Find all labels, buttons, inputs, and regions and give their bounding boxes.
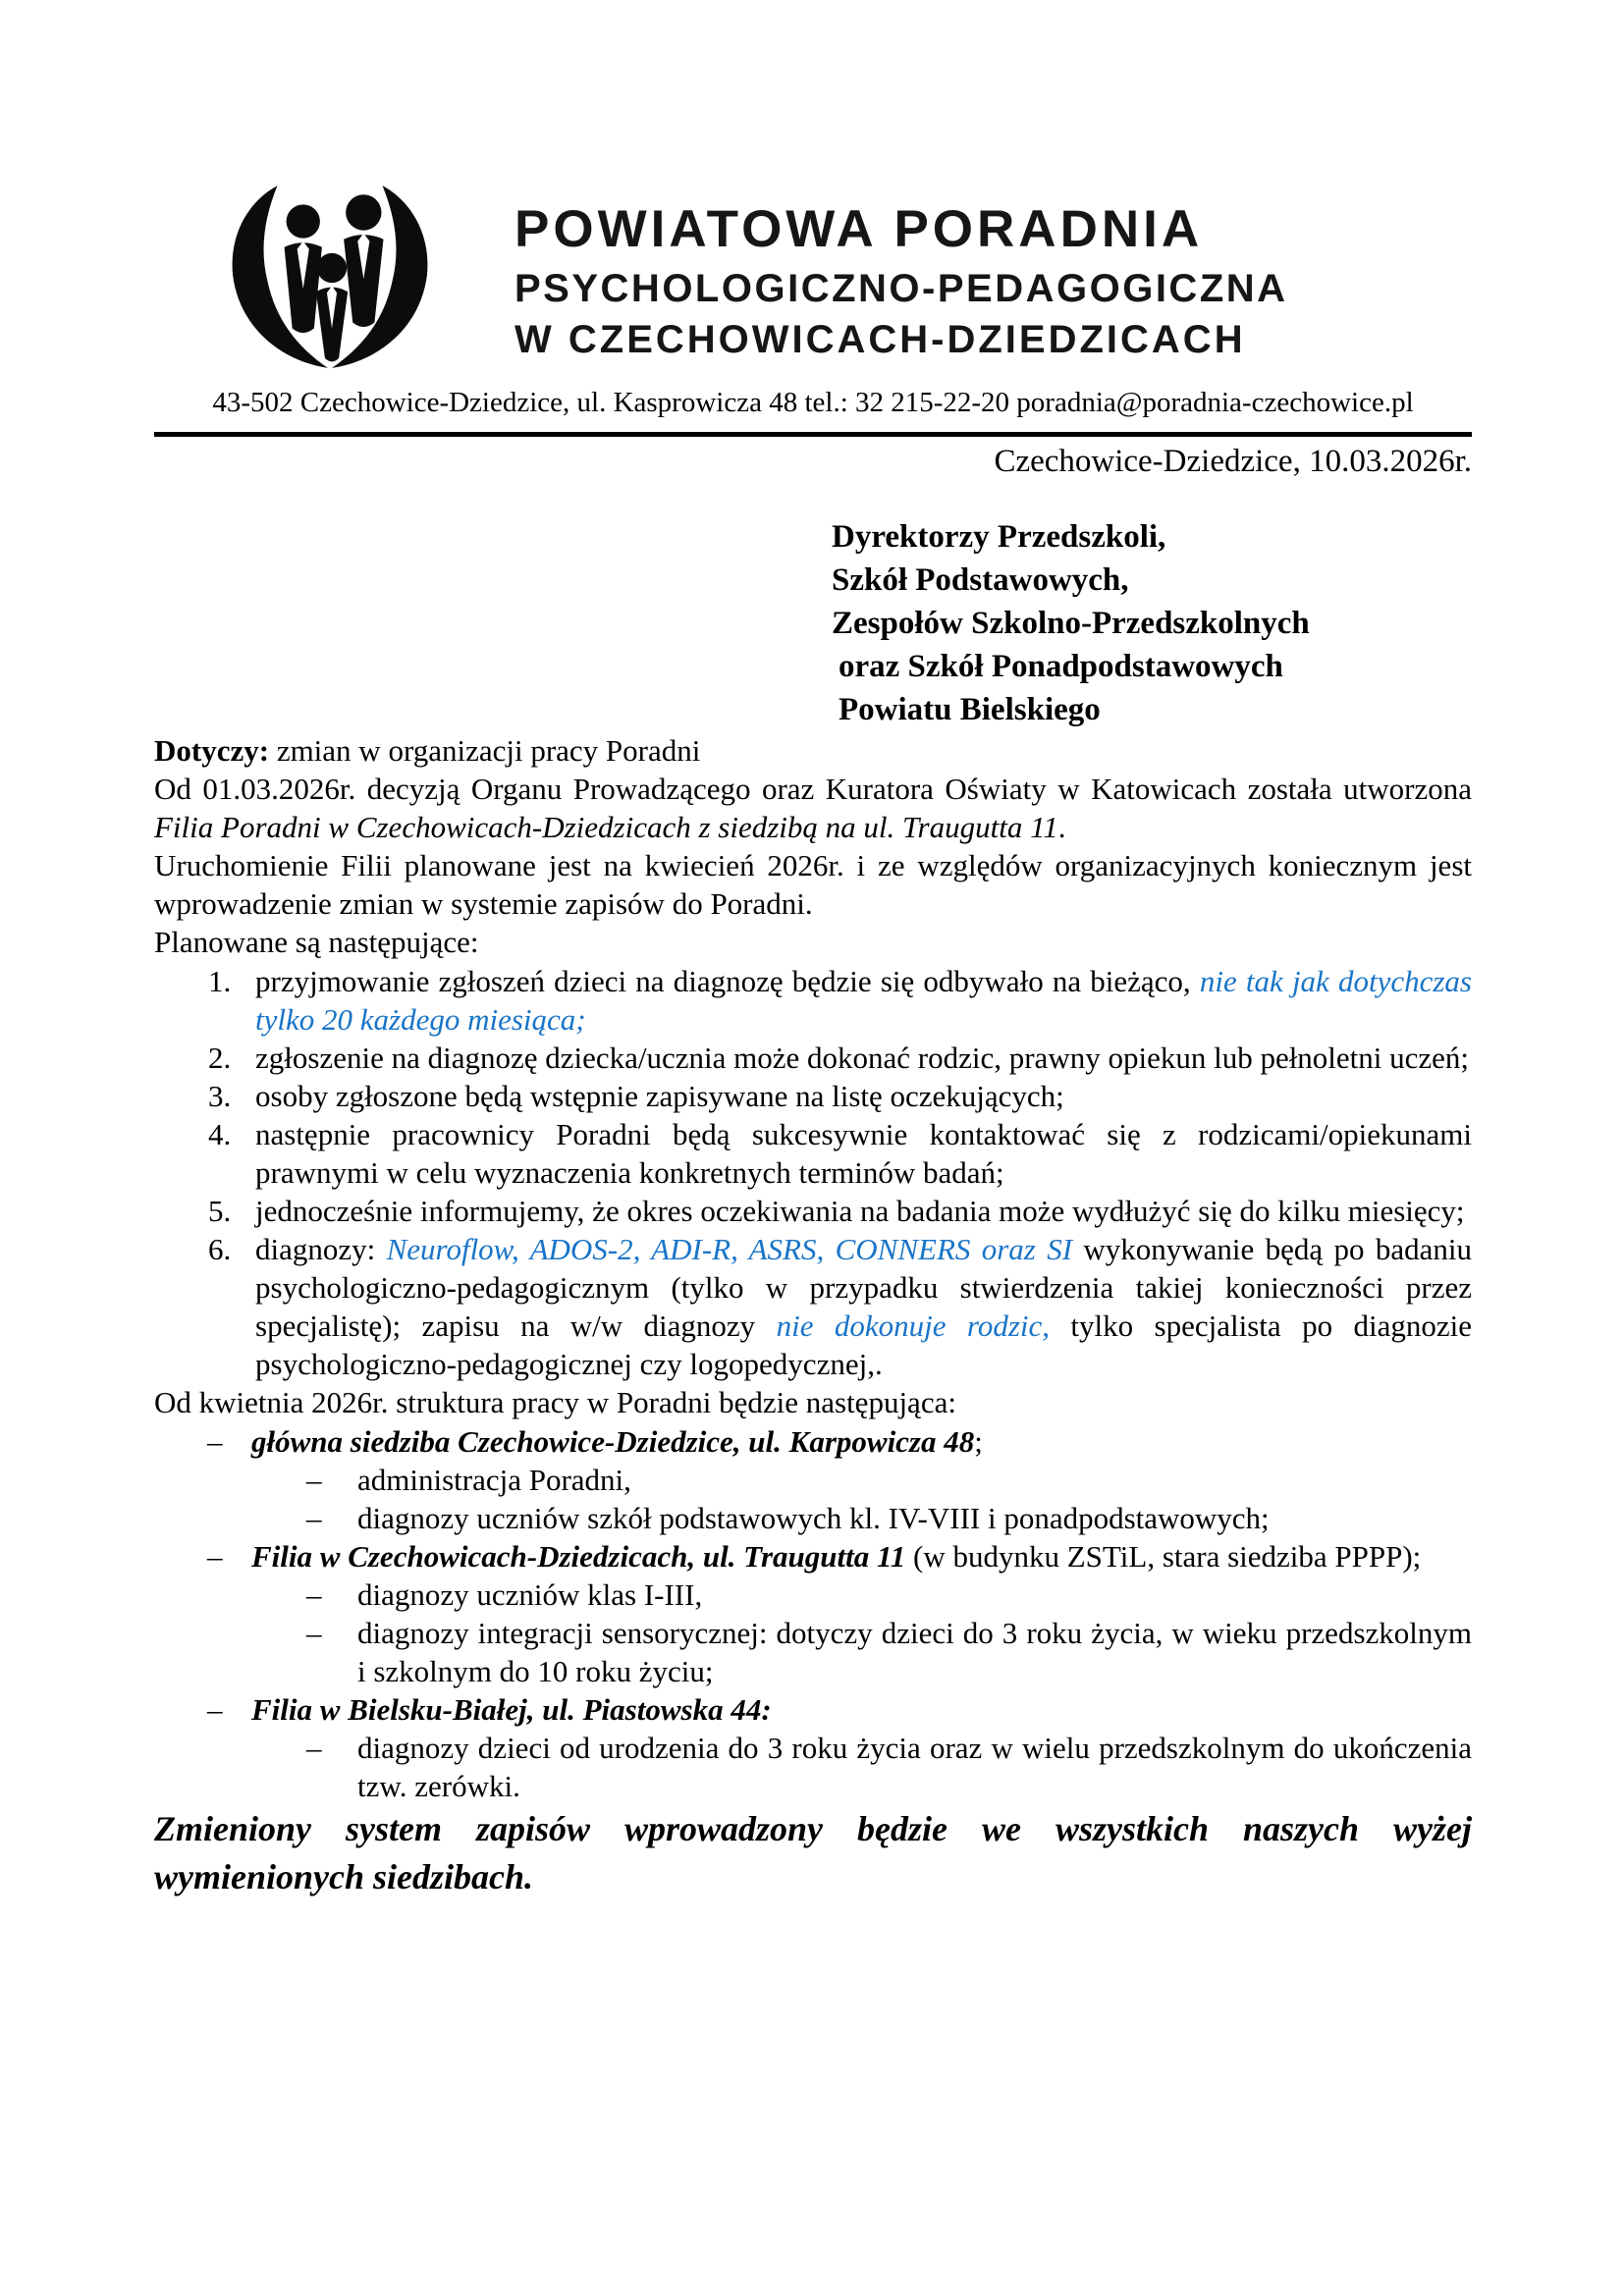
org-name-line3: W CZECHOWICACH-DZIEDZICACH <box>514 318 1246 361</box>
location-item <box>205 1690 1472 1805</box>
letter-body <box>154 731 1472 1901</box>
org-name-line1: POWIATOWA PORADNIA <box>514 200 1204 258</box>
organization-logo <box>226 172 434 370</box>
diagnoses-blue-text: Neuroflow, ADOS-2, ADI-R, ASRS, CONNERS oraz SI <box>386 1232 1073 1266</box>
letterhead <box>226 172 1472 370</box>
list-item <box>206 962 1472 1039</box>
contact-address-line: 43-502 Czechowice-Dziedzice, ul. Kasprowicza 48 tel.: 32 215-22-20 poradnia@poradnia-czechowice.pl <box>212 387 1414 418</box>
list-item-text: przyjmowanie zgłoszeń dzieci na diagnozę będzie się odbywało na bieżąco, <box>255 964 1200 998</box>
paragraph-structure-intro: Od kwietnia 2026r. struktura pracy w Poradni będzie następująca: <box>154 1385 956 1419</box>
list-item: następnie pracownicy Poradni będą sukcesywnie kontaktować się z rodzicami/opiekunami prawnymi w celu wyznaczenia konkretnych terminów badań; <box>255 1117 1472 1190</box>
location-item <box>205 1422 1472 1537</box>
header-divider <box>154 432 1472 437</box>
list-item-text: tylko specjalista po diagnozie psychologiczno-pedagogicznej czy logopedycznej,. <box>255 1308 1472 1381</box>
location-rest: (w budynku ZSTiL, stara siedziba PPPP); <box>905 1539 1422 1574</box>
recipient-line: Zespołów Szkolno-Przedszkolnych <box>832 606 1310 641</box>
paragraph-text: . <box>1057 810 1066 844</box>
list-item-text: wykonywanie będą po badaniu psychologiczno-pedagogicznym (tylko w przypadku stwierdzenia takiej konieczności przez specjalistę); zapisu na w/w diagnozy <box>255 1232 1473 1343</box>
subject-label: Dotyczy: <box>154 733 270 768</box>
list-item-text: diagnozy: <box>255 1232 387 1266</box>
recipient-block <box>832 515 1472 731</box>
sub-item: – diagnozy integracji sensorycznej: dotyczy dzieci do 3 roku życia, w wieku przedszkolnym i szkolnym do 10 roku życiu; <box>304 1614 1472 1690</box>
list-item: zgłoszenie na diagnozę dziecka/ucznia może dokonać rodzic, prawny opiekun lub pełnoletni uczeń; <box>255 1041 1470 1075</box>
sub-item: – diagnozy dzieci od urodzenia do 3 roku życia oraz w wielu przedszkolnym do ukończenia tzw. zerówki. <box>304 1729 1472 1805</box>
subject-text: zmian w organizacji pracy Poradni <box>276 733 701 768</box>
location-sublist <box>304 1461 1472 1537</box>
recipient-line: Szkół Podstawowych, <box>832 562 1129 598</box>
structure-list <box>205 1422 1472 1805</box>
sub-item: – administracja Poradni, <box>304 1461 1472 1499</box>
location-name: Filia w Czechowicach-Dziedzicach, ul. Traugutta 11 <box>251 1539 906 1574</box>
family-logo-icon <box>226 172 434 370</box>
branch-name-italic: Filia Poradni w Czechowicach-Dziedzicach z siedzibą na ul. Traugutta 11 <box>154 810 1058 844</box>
location-rest: ; <box>974 1424 983 1459</box>
paragraph-decision <box>154 770 1472 846</box>
paragraph-text: Od 01.03.2026r. decyzją Organu Prowadzącego oraz Kuratora Oświaty w Katowicach została utworzona <box>154 772 1472 806</box>
location-name: Filia w Bielsku-Białej, ul. Piastowska 44: <box>251 1692 772 1727</box>
sub-item: – diagnozy uczniów szkół podstawowych kl. IV-VIII i ponadpodstawowych; <box>304 1499 1472 1537</box>
highlight-blue-text: nie dokonuje rodzic, <box>776 1308 1050 1343</box>
highlight-blue-text: nie tak jak dotychczas tylko 20 każdego miesiąca; <box>255 964 1472 1037</box>
org-name-line2: PSYCHOLOGICZNO-PEDAGOGICZNA <box>514 267 1288 310</box>
list-item: osoby zgłoszone będą wstępnie zapisywane na listę oczekujących; <box>255 1079 1064 1113</box>
paragraph-planned-intro: Planowane są następujące: <box>154 925 479 959</box>
sub-item: – diagnozy uczniów klas I-III, <box>304 1575 1472 1614</box>
list-item <box>206 1230 1472 1383</box>
place-date-line: Czechowice-Dziedzice, 10.03.2026r. <box>994 444 1472 479</box>
location-name: główna siedziba Czechowice-Dziedzice, ul. Karpowicza 48 <box>251 1424 975 1459</box>
organization-name <box>514 172 1288 359</box>
location-sublist <box>304 1729 1472 1805</box>
subject-line <box>154 731 1472 770</box>
recipient-line: Dyrektorzy Przedszkoli, <box>832 519 1166 555</box>
recipient-line: oraz Szkół Ponadpodstawowych <box>839 649 1283 684</box>
recipient-line: Powiatu Bielskiego <box>839 692 1101 727</box>
closing-statement: Zmieniony system zapisów wprowadzony będzie we wszystkich naszych wyżej wymienionych siedzibach. <box>154 1809 1472 1896</box>
planned-changes-list <box>206 962 1472 1383</box>
list-item: jednocześnie informujemy, że okres oczekiwania na badania może wydłużyć się do kilku miesięcy; <box>255 1194 1465 1228</box>
location-item <box>205 1537 1472 1690</box>
paragraph-launch: Uruchomienie Filii planowane jest na kwiecień 2026r. i ze względów organizacyjnych koniecznym jest wprowadzenie zmian w systemie zapisów do Poradni. <box>154 848 1472 921</box>
location-sublist <box>304 1575 1472 1690</box>
